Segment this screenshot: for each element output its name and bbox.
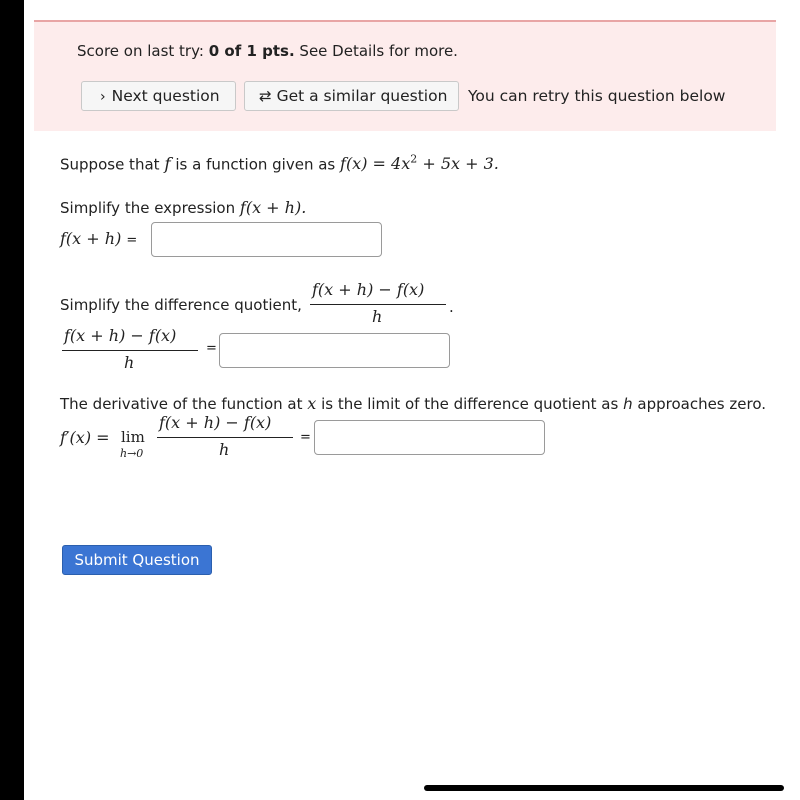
part3-h: h xyxy=(623,395,633,413)
func-rhs: + 5x + 3. xyxy=(422,154,499,174)
repeat-icon: ⇄ xyxy=(259,87,272,105)
part2-denominator: h xyxy=(372,307,383,326)
function-definition xyxy=(340,154,499,173)
part3-text-a: The derivative of the function at xyxy=(60,395,303,413)
answer2-denominator: h xyxy=(124,353,135,372)
part2-numerator: f(x + h) − f(x) xyxy=(312,280,425,299)
part3-x: x xyxy=(307,394,317,413)
score-prefix: Score on last try: xyxy=(77,42,204,60)
func-exponent: 2 xyxy=(410,153,418,166)
part1-equals: = xyxy=(126,233,138,248)
similar-question-label: Get a similar question xyxy=(276,87,448,105)
part3-text-c: approaches zero. xyxy=(637,395,767,413)
func-lhs: f(x) = 4x xyxy=(340,154,411,174)
part3-denominator: h xyxy=(219,440,230,459)
part3-fraction-bar xyxy=(157,437,293,438)
part1-math: f(x + h). xyxy=(239,198,307,217)
part2-period: . xyxy=(449,298,454,316)
answer2-equals: = xyxy=(206,341,217,356)
intro-mid-text: is a function given as xyxy=(175,155,336,174)
answer2-input[interactable] xyxy=(219,333,450,368)
retry-note: You can retry this question below xyxy=(468,87,726,105)
answer1-input[interactable] xyxy=(151,222,382,257)
part1-text: Simplify the expression xyxy=(60,199,236,217)
next-question-button[interactable] xyxy=(81,81,236,111)
similar-question-button[interactable] xyxy=(244,81,459,111)
part1-label xyxy=(60,229,137,248)
answer2-fraction-bar xyxy=(62,350,198,351)
submit-question-button[interactable]: Submit Question xyxy=(62,545,212,575)
part2-fraction-bar xyxy=(310,304,446,305)
f-symbol: f xyxy=(164,154,171,175)
score-line xyxy=(77,42,458,60)
score-suffix: See Details for more. xyxy=(299,42,458,60)
part3-prompt xyxy=(60,394,766,413)
intro-text: Suppose that xyxy=(60,155,160,174)
score-banner xyxy=(34,22,776,131)
chevron-right-icon: › xyxy=(100,89,106,105)
derivative-lhs: f′(x) = xyxy=(60,428,110,447)
answer3-input[interactable] xyxy=(314,420,545,455)
problem-statement xyxy=(60,153,499,174)
part1-label-math: f(x + h) xyxy=(60,229,122,248)
lim-subscript: h→0 xyxy=(120,447,144,460)
next-question-label: Next question xyxy=(111,87,220,105)
part2-text: Simplify the difference quotient, xyxy=(60,296,302,314)
score-value: 0 of 1 pts. xyxy=(208,42,295,60)
part1-prompt xyxy=(60,198,306,217)
home-indicator xyxy=(424,785,784,791)
lim-operator: lim xyxy=(121,428,145,446)
answer3-equals: = xyxy=(300,430,311,445)
part3-text-b: is the limit of the difference quotient as xyxy=(321,395,619,413)
part3-numerator: f(x + h) − f(x) xyxy=(159,413,272,432)
answer2-numerator: f(x + h) − f(x) xyxy=(64,326,177,345)
